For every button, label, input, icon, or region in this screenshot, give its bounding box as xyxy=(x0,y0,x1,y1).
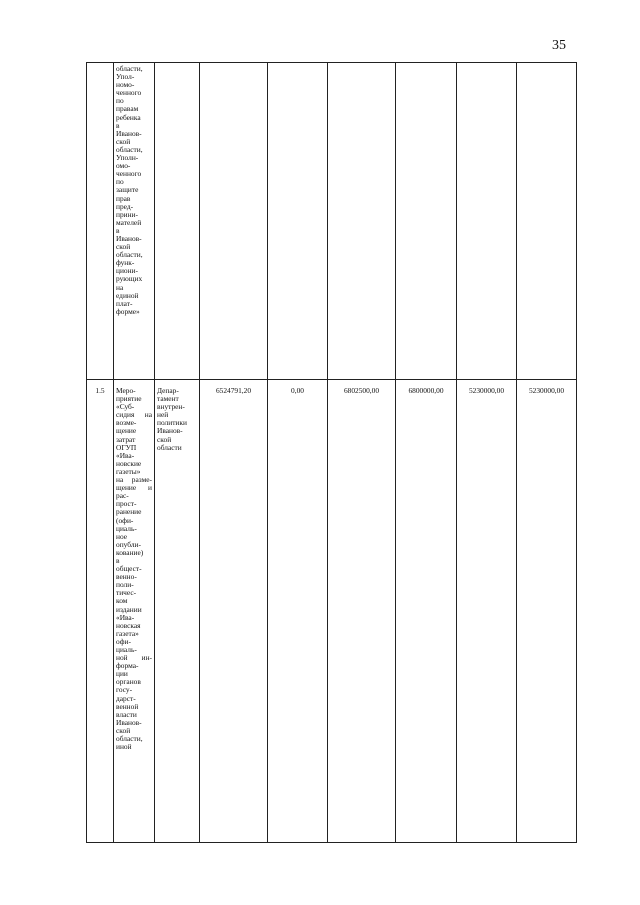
row-index: 1.5 xyxy=(87,380,114,843)
text-line: циаль- xyxy=(116,523,137,533)
text-line: рующих xyxy=(116,274,143,284)
text-line: ОГУП xyxy=(116,442,137,452)
text-line: ченного xyxy=(116,88,142,98)
text-line: циаль- xyxy=(116,645,137,654)
text-line: новские xyxy=(116,458,142,468)
page-number: 35 xyxy=(552,38,566,53)
text-line: прини- xyxy=(116,209,138,219)
text-line: иной xyxy=(116,742,132,752)
value-cell: 5230000,00 xyxy=(457,380,517,843)
text-line: тамент xyxy=(157,394,179,404)
text-line: правам xyxy=(116,104,139,114)
description-lines xyxy=(116,65,152,316)
text-line: Уполн- xyxy=(116,153,139,163)
text-line: ком xyxy=(116,596,128,606)
text-line: затрат xyxy=(116,434,136,444)
text-line: мателей xyxy=(116,217,142,227)
text-line: дарст- xyxy=(116,693,136,703)
text-line: ченного xyxy=(116,169,142,179)
value-cell xyxy=(328,63,396,380)
value-cell xyxy=(396,63,457,380)
text-line: в xyxy=(116,555,120,565)
text-line: прав xyxy=(116,193,131,203)
text-line: на разме- xyxy=(116,475,152,485)
text-line: газета» xyxy=(116,628,139,638)
text-line: венно- xyxy=(116,572,137,582)
text-line: политики xyxy=(157,418,187,428)
text-line: по xyxy=(116,96,124,106)
text-line: рас- xyxy=(116,491,129,501)
text-line: «Ива- xyxy=(116,612,135,622)
text-line: щение xyxy=(116,426,137,436)
text-line: «Суб- xyxy=(116,402,135,412)
text-line: Иванов- xyxy=(116,233,142,243)
text-line: кование) xyxy=(116,547,144,557)
text-line: госу- xyxy=(116,685,133,695)
text-line: прост- xyxy=(116,499,137,509)
text-line: сидия на xyxy=(116,410,152,420)
department-lines xyxy=(157,387,197,452)
text-line: опубли- xyxy=(116,539,141,549)
text-line: функ- xyxy=(116,258,135,268)
text-line: ской xyxy=(116,725,131,735)
text-line: омо- xyxy=(116,161,131,171)
table-row xyxy=(87,380,577,843)
text-line: циони- xyxy=(116,266,138,276)
text-line: плат- xyxy=(116,298,133,308)
text-line: Упол- xyxy=(116,72,135,82)
table-row xyxy=(87,63,577,380)
text-line: внутрен- xyxy=(157,402,185,412)
text-line: области, xyxy=(116,250,143,260)
text-line: номо- xyxy=(116,80,135,90)
text-line: (офи- xyxy=(116,515,134,525)
value-cell xyxy=(268,63,328,380)
text-line: пред- xyxy=(116,201,134,211)
value-cell: 6800000,00 xyxy=(396,380,457,843)
text-line: по xyxy=(116,177,124,187)
text-line: возме- xyxy=(116,418,137,428)
text-line: Меро- xyxy=(116,386,136,395)
text-line: в xyxy=(116,120,120,130)
text-line: области, xyxy=(116,144,143,154)
text-line: Иванов- xyxy=(157,426,183,436)
text-line: единой xyxy=(116,290,139,300)
text-line: ной ин- xyxy=(116,653,152,663)
text-line: ранение xyxy=(116,507,142,517)
text-line: области, xyxy=(116,64,143,73)
text-line: «Ива- xyxy=(116,450,135,460)
text-line: щение и xyxy=(116,483,152,493)
value-cell: 5230000,00 xyxy=(517,380,577,843)
text-line: венной xyxy=(116,701,139,711)
text-line: новская xyxy=(116,620,141,630)
text-line: ней xyxy=(157,410,169,420)
text-line: в xyxy=(116,225,120,235)
text-line: форма- xyxy=(116,661,139,671)
value-cell: 6524791,20 xyxy=(200,380,268,843)
text-line: области xyxy=(157,442,182,452)
row-description xyxy=(114,380,155,843)
row-department xyxy=(155,63,200,380)
description-lines xyxy=(116,387,152,751)
text-line: ской xyxy=(157,434,172,444)
row-description xyxy=(114,63,155,380)
text-line: ребенка xyxy=(116,112,141,122)
text-line: общест- xyxy=(116,564,142,574)
budget-table xyxy=(86,62,577,843)
text-line: защите xyxy=(116,185,139,195)
text-line: издании xyxy=(116,604,142,614)
value-cell xyxy=(457,63,517,380)
text-line: области, xyxy=(116,734,143,744)
text-line: приятие xyxy=(116,394,142,404)
text-line: тичес- xyxy=(116,588,137,598)
text-line: на xyxy=(116,282,124,292)
value-cell: 0,00 xyxy=(268,380,328,843)
text-line: форме» xyxy=(116,306,140,316)
row-index xyxy=(87,63,114,380)
text-line: ской xyxy=(116,242,131,252)
text-line: власти xyxy=(116,709,137,719)
value-cell xyxy=(517,63,577,380)
text-line: ской xyxy=(116,136,131,146)
text-line: Депар- xyxy=(157,386,179,395)
text-line: ции xyxy=(116,669,128,679)
text-line: поли- xyxy=(116,580,134,590)
text-line: офи- xyxy=(116,636,131,646)
value-cell: 6802500,00 xyxy=(328,380,396,843)
text-line: газеты» xyxy=(116,466,141,476)
text-line: органов xyxy=(116,677,141,687)
text-line: Иванов- xyxy=(116,717,142,727)
row-department xyxy=(155,380,200,843)
text-line: ное xyxy=(116,531,128,541)
value-cell xyxy=(200,63,268,380)
text-line: Иванов- xyxy=(116,128,142,138)
